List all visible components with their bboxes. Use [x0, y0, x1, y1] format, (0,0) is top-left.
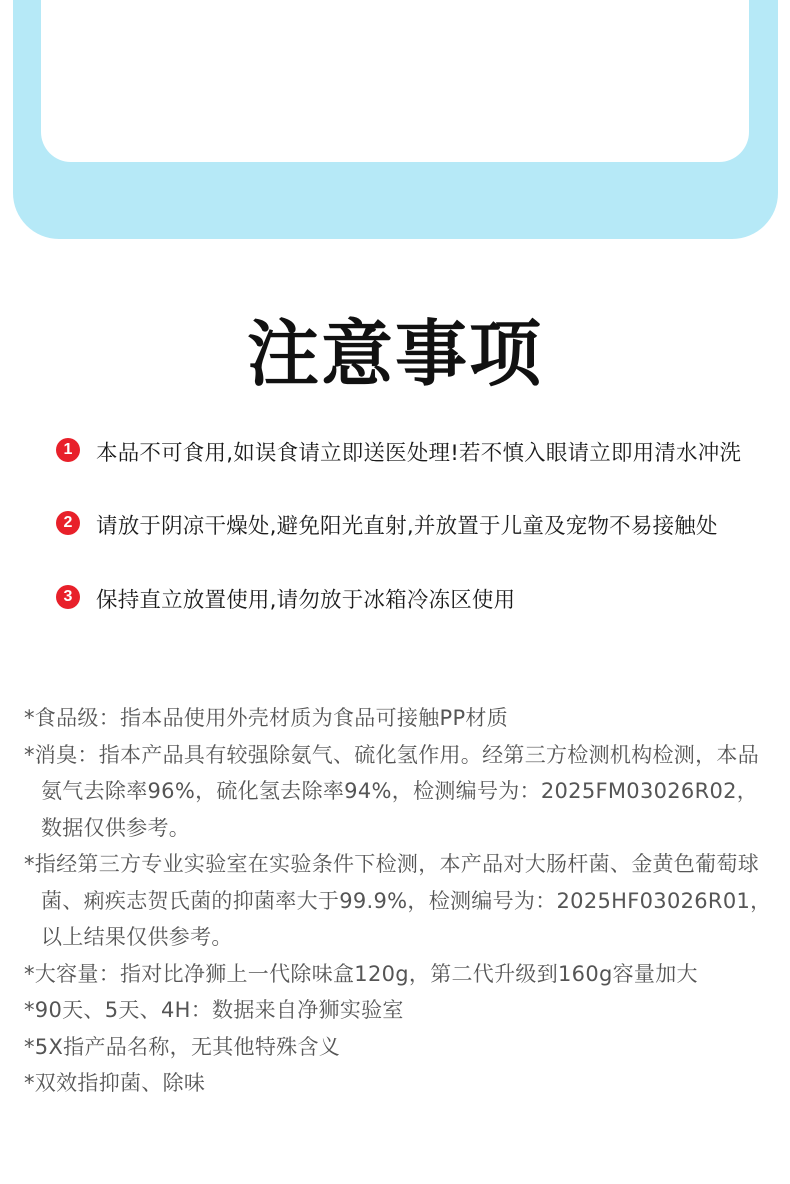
number-badge-icon: 1	[56, 438, 80, 462]
page-title: 注意事项	[246, 312, 543, 396]
footnote: *消臭：指本产品具有较强除氨气、硫化氢作用。经第三方检测机构检测，本品氨气去除率96%，硫化氢去除率94%，检测编号为：2025FM03026R02，数据仅供参考。	[24, 742, 759, 840]
footnote: *食品级：指本品使用外壳材质为食品可接触PP材质	[24, 706, 509, 730]
footnote: *双效指抑菌、除味	[24, 1071, 206, 1095]
footnote: *5X指产品名称，无其他特殊含义	[24, 1034, 341, 1059]
footnote: *90天、5天、4H：数据来自净狮实验室	[24, 998, 404, 1022]
product-card	[41, 0, 749, 162]
note-text: 保持直立放置使用,请勿放于冰箱冷冻区使用	[96, 588, 516, 613]
note-text: 请放于阴凉干燥处,避免阳光直射,并放置于儿童及宠物不易接触处	[96, 514, 718, 539]
number-badge-icon: 3	[56, 585, 80, 609]
number-badge-icon: 2	[56, 511, 80, 535]
footnote: *大容量：指对比净狮上一代除味盒120g，第二代升级到160g容量加大	[24, 961, 698, 986]
footnote: *指经第三方专业实验室在实验条件下检测，本产品对大肠杆菌、金黄色葡萄球菌、痢疾志贺氏菌的抑菌率大于99.9%，检测编号为：2025HF03026R01，以上结果仅供参考。	[24, 852, 772, 949]
note-text: 本品不可食用,如误食请立即送医处理!若不慎入眼请立即用清水冲洗	[96, 441, 742, 466]
footnotes	[24, 700, 774, 1102]
